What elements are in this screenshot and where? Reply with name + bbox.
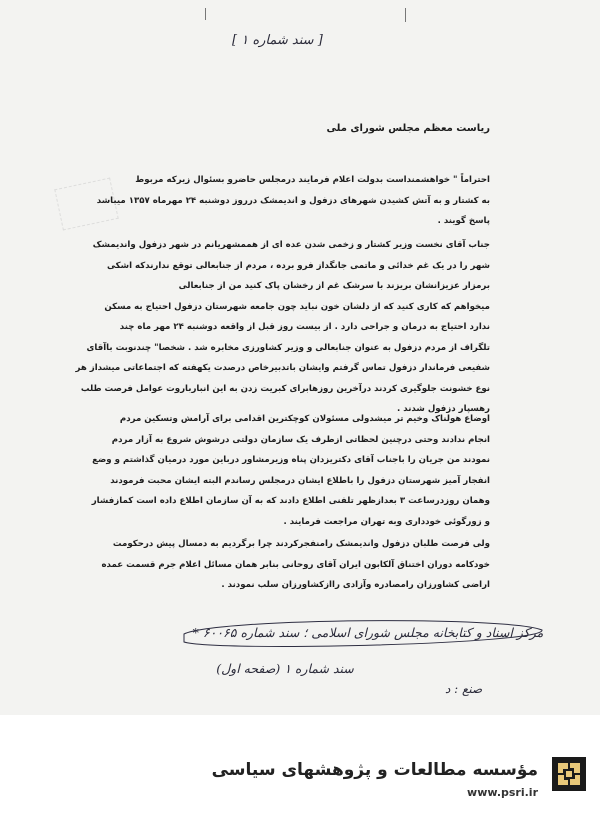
handwritten-archive-note: مرکز اسناد و کتابخانه مجلس شورای اسلامی ؛ سند شماره ۶۰۰۶۵ * xyxy=(192,625,544,640)
document-line: خودکامه دوران اختناق آلکابون ایران آقای روحانی بنابر همان مسائل اعلام جرم قسمت عمده xyxy=(101,559,490,570)
document-line: به کشتار و به آتش کشیدن شهرهای دزفول و اندیمشک درروز دوشنبه ۲۴ مهرماه ۱۳۵۷ میباشد xyxy=(96,195,490,206)
psri-logo-icon xyxy=(552,757,586,791)
paragraph-4 xyxy=(101,534,490,596)
document-line: میخواهم که کاری کنید که از دلشان خون نباید چون جامعه شهرستان دزفول احتیاج به مسکن xyxy=(104,301,490,312)
document-line: رهسپار دزفول شدند . xyxy=(396,404,490,414)
document-line: برمزار عزیزانشان بریزند با سرشک غم از رخشان پاک کنید من از جنابعالی xyxy=(178,281,490,291)
org-url[interactable]: www.psri.ir xyxy=(467,786,538,799)
document-line: شهر را در یک غم خدائی و ماتمی جانگداز فرو برده ، مردم از جنابعالی توقع ندارندکه اشکی xyxy=(106,260,490,271)
scan-mark xyxy=(205,8,206,20)
document-line: ندارد احتیاج به درمان و جراحی دارد . از بیست روز قبل از واقعه دوشنبه ۲۴ مهر ماه چند xyxy=(119,322,490,332)
addressee: ریاست معظم مجلس شورای ملی xyxy=(326,123,490,134)
document-line: اوضاع هولناک وخیم تر میشدولی مسئولان کوچکترین اقدامی برای آرامش وتسکین مردم xyxy=(119,414,490,424)
handwritten-page-note: سند شماره ۱ (صفحه اول) xyxy=(216,661,354,676)
org-name: مؤسسه مطالعات و پژوهشهای سیاسی xyxy=(211,760,538,780)
handwritten-signature: صنع : د xyxy=(445,682,483,696)
paragraph-3 xyxy=(91,409,490,532)
document-line: پاسخ گویند . xyxy=(437,216,490,226)
document-line: جناب آقای نخست وزیر کشتار و زخمی شدن عده ای از هممشهریانم در شهر دزفول واندیمشک xyxy=(92,240,490,250)
document-line: اراضی کشاورزان رامصادره وآزادی راازکشاورزان سلب نمودند . xyxy=(221,580,490,590)
paragraph-1 xyxy=(96,170,490,232)
document-line: انفجار آمیز شهرستان دزفول را باطلاع ایشان درمجلس رساندم البته ایشان محبت فرمودند xyxy=(110,475,490,486)
document-line: احتراماً " خواهشمنداست بدولت اعلام فرمایند درمجلس حاضرو بسئوال زیرکه مربوط xyxy=(135,175,490,185)
document-line: وهمان روزدرساعت ۳ بعدازظهر تلفنی اطلاع دادند که به آن سازمان اطلاع داده است کمازفشار xyxy=(91,496,490,506)
document-line: ولی فرصت طلبان دزفول واندیمشک رامنفجرکردند چرا برگردیم به دمسال پیش درحکومت xyxy=(112,539,490,549)
paragraph-2 xyxy=(75,235,490,420)
scan-mark xyxy=(405,8,406,22)
document-line: تلگراف از مردم دزفول به عنوان جنابعالی و وزیر کشاورزی مخابره شد . شخصا" چندنوبت باآقای xyxy=(86,342,490,353)
handwritten-oval xyxy=(178,616,548,652)
document-line: نمودند من جریان را باجناب آقای دکتریزدان پناه وزیرمشاور درباین مورد درمیان گذاشتم و وضع xyxy=(92,455,490,465)
document-line: نوع خشونت جلوگیری کردند درآخرین روزهابرای کبریت زدن به این انبارباروت عوامل فرصت طلب xyxy=(80,383,490,394)
document-line: انجام ندادند وحتی درچنین لحظاتی ازطرف یک سازمان دولتی درشوش شروع به آزار مردم xyxy=(111,434,490,445)
document-line: شفیعی فرماندار دزفول تماس گرفتم وایشان باتدبیرخاص درصدت یکهفته که اجتماعاتی میشداز هر xyxy=(75,363,490,373)
header-mark: [ سند شماره ۱ ] xyxy=(232,33,323,48)
document-line: و زورگوئی خودداری وبه تهران مراجعت فرمایند . xyxy=(283,516,490,527)
